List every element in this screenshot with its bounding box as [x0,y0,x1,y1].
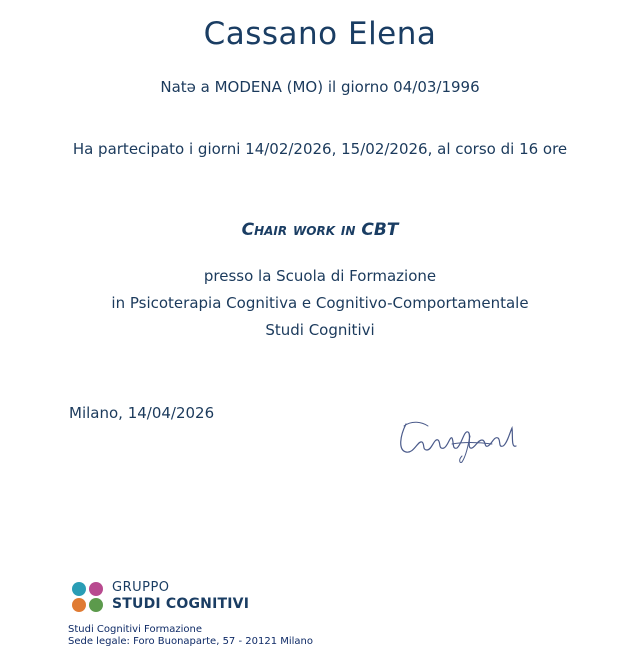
studi-cognitivi-logo [72,578,272,616]
school-block [0,263,640,344]
school-line-1: presso la Scuola di Formazione [203,267,437,285]
logo-dot-1 [72,582,86,596]
course-title: Chair work in CBT [241,220,399,240]
footer-line-2: Sede legale: Foro Buonaparte, 57 - 20121 Milano [68,636,314,647]
logo-dot-3 [72,598,86,612]
school-line-2: in Psicoterapia Cognitiva e Cognitivo-Comportamentale [111,294,529,312]
logo-dot-2 [89,582,103,596]
footer-address [68,624,313,648]
signature-image [392,406,526,464]
participation-line: Ha partecipato i giorni 14/02/2026, 15/02/2026, al corso di 16 ore [72,140,568,158]
recipient-name: Cassano Elena [203,16,437,52]
birth-line: Natə a MODENA (MO) il giorno 04/03/1996 [160,78,480,96]
school-line-3: Studi Cognitivi [265,321,375,339]
logo-line-2: STUDI COGNITIVI [112,596,250,612]
logo-dot-4 [89,598,103,612]
place-date: Milano, 14/04/2026 [69,404,215,422]
logo-line-1: GRUPPO [112,580,170,595]
footer-line-1: Studi Cognitivi Formazione [68,624,203,635]
